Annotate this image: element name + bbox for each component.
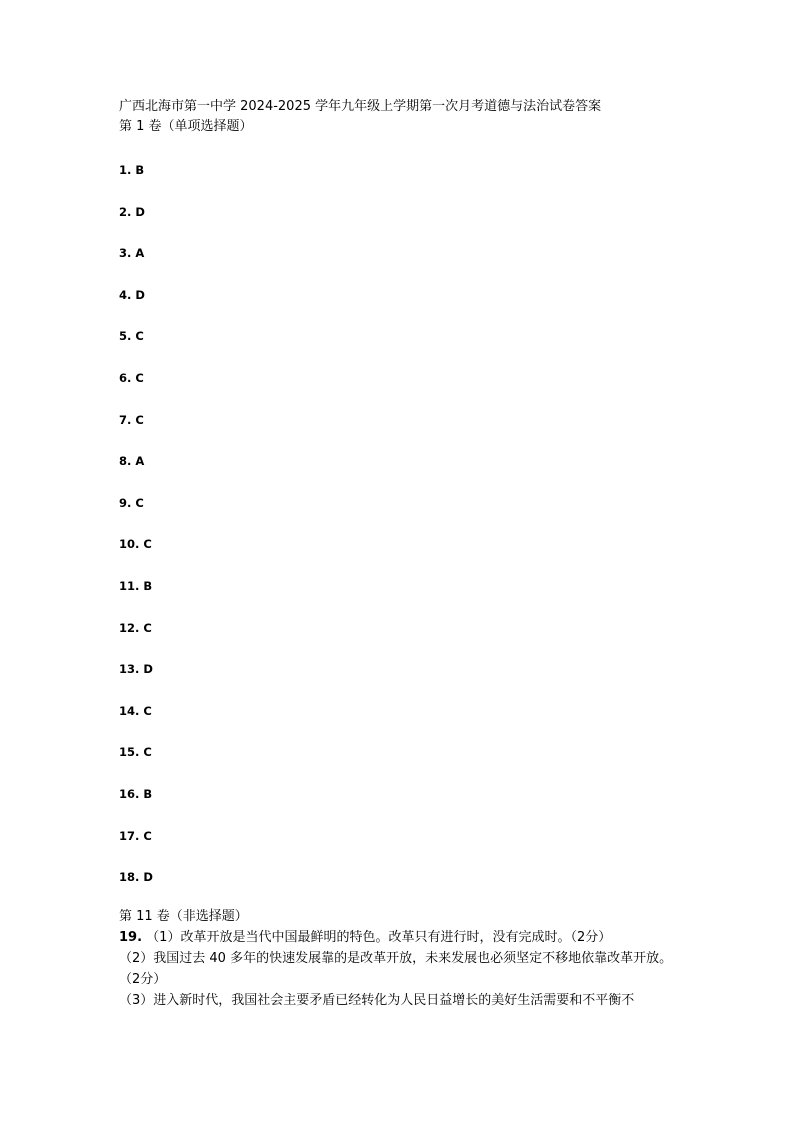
answer-number: 15. bbox=[119, 745, 140, 759]
answer-number: 1. bbox=[119, 163, 132, 177]
answer-choice: C bbox=[135, 413, 144, 427]
answer-number: 14. bbox=[119, 704, 140, 718]
document-title: 广西北海市第一中学 2024-2025 学年九年级上学期第一次月考道德与法治试卷答案 bbox=[119, 99, 602, 114]
answer-number: 4. bbox=[119, 288, 132, 302]
answer-item bbox=[119, 537, 152, 551]
answer-choice: B bbox=[135, 163, 145, 177]
answer-item bbox=[119, 662, 153, 676]
answer-number: 6. bbox=[119, 371, 132, 385]
answer-number: 9. bbox=[119, 496, 132, 510]
answer-number: 11. bbox=[119, 579, 140, 593]
answer-number: 16. bbox=[119, 787, 140, 801]
answer-item bbox=[119, 829, 152, 843]
answer-choice: B bbox=[143, 787, 153, 801]
answer-number: 12. bbox=[119, 621, 140, 635]
answer-item bbox=[119, 870, 153, 884]
answer-choice: C bbox=[135, 329, 144, 343]
section2-heading: 第 11 卷（非选择题） bbox=[119, 909, 248, 924]
answer-item bbox=[119, 496, 144, 510]
question-19-block bbox=[119, 927, 679, 1011]
answer-choice: C bbox=[143, 829, 152, 843]
q19-part1 bbox=[119, 927, 679, 948]
q19-part2: （2）我国过去 40 多年的快速发展靠的是改革开放，未来发展也必须坚定不移地依靠改革开放。（2分） bbox=[119, 951, 673, 987]
q19-part1-text: （1）改革开放是当代中国最鲜明的特色。改革只有进行时，没有完成时。（2分） bbox=[146, 930, 612, 945]
answer-choice: A bbox=[135, 454, 145, 468]
answer-number: 10. bbox=[119, 537, 140, 551]
answer-choice: C bbox=[135, 496, 144, 510]
answer-choice: D bbox=[143, 662, 153, 676]
answer-item bbox=[119, 371, 144, 385]
answer-number: 13. bbox=[119, 662, 140, 676]
answer-number: 7. bbox=[119, 413, 132, 427]
answer-choice: D bbox=[135, 288, 145, 302]
answer-item bbox=[119, 246, 144, 260]
answer-choice: C bbox=[143, 621, 152, 635]
answer-item bbox=[119, 787, 152, 801]
answer-item bbox=[119, 621, 152, 635]
answer-choice: C bbox=[143, 704, 152, 718]
answer-choice: C bbox=[135, 371, 144, 385]
answer-item bbox=[119, 704, 152, 718]
answer-item bbox=[119, 413, 144, 427]
answer-choice: C bbox=[143, 745, 152, 759]
answer-number: 5. bbox=[119, 329, 132, 343]
q19-number: 19. bbox=[119, 930, 143, 945]
answer-number: 18. bbox=[119, 870, 140, 884]
answer-item bbox=[119, 579, 152, 593]
q19-part3: （3）进入新时代，我国社会主要矛盾已经转化为人民日益增长的美好生活需要和不平衡不 bbox=[119, 993, 635, 1008]
answer-item bbox=[119, 745, 152, 759]
answer-number: 2. bbox=[119, 205, 132, 219]
answer-number: 8. bbox=[119, 454, 132, 468]
answer-number: 3. bbox=[119, 246, 132, 260]
answer-choice: A bbox=[135, 246, 145, 260]
answer-item bbox=[119, 205, 145, 219]
answer-item bbox=[119, 329, 144, 343]
section1-heading: 第 1 卷（单项选择题） bbox=[119, 119, 253, 134]
answer-choice: B bbox=[143, 579, 153, 593]
answer-choice: D bbox=[143, 870, 153, 884]
answer-item bbox=[119, 288, 145, 302]
answer-choice: C bbox=[143, 537, 152, 551]
answer-item bbox=[119, 454, 144, 468]
answer-item bbox=[119, 163, 144, 177]
answer-number: 17. bbox=[119, 829, 140, 843]
answer-choice: D bbox=[135, 205, 145, 219]
